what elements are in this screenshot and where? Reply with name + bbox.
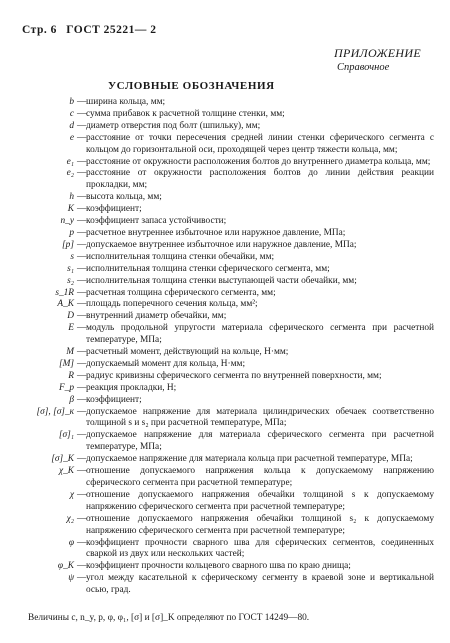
dash: — [77,216,87,227]
dash: — [77,454,87,465]
symbol-row [22,407,434,431]
symbol-definition: исполнительная толщина стенки обечайки, мм; [86,251,275,262]
symbol-row [22,299,434,311]
page-header [22,24,157,36]
dash: — [77,192,87,203]
dash: — [77,394,87,405]
dash: — [77,275,87,286]
symbol-definition: коэффициент; [86,394,142,405]
symbol: A_K [57,299,74,310]
dash: — [77,537,87,548]
standard-code: ГОСТ 25221— 2 [66,24,157,36]
symbol: [σ]_K [51,454,74,465]
symbol-definition: расчетная толщина сферического сегмента, мм; [86,287,276,298]
symbol: h [69,192,74,203]
symbol-row [22,359,434,371]
footer-note: Величины c, n_y, p, φ, φ₁, [σ] и [σ]_K определяют по ГОСТ 14249—80. [28,613,310,623]
symbol-definition: площадь поперечного сечения кольца, мм²; [86,299,258,310]
symbol-row [22,228,434,240]
symbol: [σ]₁ [58,430,74,441]
symbol-row [22,252,434,264]
symbol-row [22,383,434,395]
dash: — [77,573,87,584]
symbol-row [22,514,434,538]
symbol: χ [69,489,74,500]
symbol: [p] [62,239,74,250]
symbol: s₁ [67,263,74,274]
symbol: R [68,370,74,381]
dash: — [77,561,87,572]
symbol-row [22,347,434,359]
dash: — [77,382,87,393]
dash: — [77,323,87,334]
symbol-definition: коэффициент прочности сварного шва для сферических сегментов, соединенных сваркой из двух или нескольких частей; [86,537,434,560]
section-title: УСЛОВНЫЕ ОБОЗНАЧЕНИЯ [108,80,275,92]
symbol: e₁ [66,156,74,167]
symbol-definition: расчетный момент, действующий на кольце, Н·мм; [86,347,289,358]
symbol-row [22,240,434,252]
symbol-definition: отношение допускаемого напряжения обечайки толщиной s₂ к допускаемому напряжению сферического сегмента при расчетной температуре; [86,513,434,536]
symbol-row [22,288,434,300]
symbol: s [70,251,74,262]
symbol-row [22,192,434,204]
symbol: φ [68,537,74,548]
symbol-definition: коэффициент прочности кольцевого сварного шва по краю днища; [86,561,351,572]
dash: — [77,156,87,167]
symbol-row [22,395,434,407]
symbol: χ₂ [66,513,74,524]
symbol-definition: допускаемое внутреннее избыточное или наружное давление, МПа; [86,239,357,250]
dash: — [77,168,87,179]
symbol-definition: радиус кривизны сферического сегмента по внутренней поверхности, мм; [86,370,382,381]
symbol-row [22,109,434,121]
symbol: e [69,132,74,143]
symbol: d [69,120,74,131]
symbol-definition: модуль продольной упругости материала сферического сегмента при расчетной температуре, МПа; [86,323,434,346]
symbol-definition: расчетное внутреннее избыточное или наружное давление, МПа; [86,227,346,238]
symbol-definition: расстояние от точки пересечения средней линии стенки сферического сегмента с кольцом до горизонтальной оси, проходящей через центр тяжести кольца, мм; [86,132,434,155]
symbol-definition: ширина кольца, мм; [86,97,166,107]
symbol-definition: расстояние от окружности расположения болтов до внутреннего диаметра кольца, мм; [86,156,431,167]
symbol-row [22,276,434,288]
symbol-row [22,371,434,383]
symbol-definition: угол между касательной к сферическому сегменту в краевой зоне и вертикальной осью, град. [86,573,434,596]
symbol-definition: расстояние от окружности расположения болтов до линии действия реакции прокладки, мм; [86,168,434,191]
symbol: E [68,323,74,334]
symbol: s₂ [67,275,74,286]
page-number: Стр. 6 [22,24,57,36]
symbol-row [22,204,434,216]
symbol-row [22,157,434,169]
symbol-row [22,121,434,133]
symbol-row [22,323,434,347]
dash: — [77,430,87,441]
symbol-definition: коэффициент; [86,204,142,215]
dash: — [77,239,87,250]
dash: — [77,132,87,143]
symbol-definition: отношение допускаемого напряжения кольца к допускаемому напряжению сферического сегмента при расчетной температуре; [86,466,434,488]
symbol: b [69,97,74,107]
symbol: φ_K [57,561,74,572]
symbol: s_1R [55,287,74,298]
symbol-definition: диаметр отверстия под болт (шпильку), мм; [86,120,261,131]
symbol-row [22,454,434,466]
symbol-definition: исполнительная толщина стенки сферического сегмента, мм; [86,263,330,274]
dash: — [77,489,87,500]
dash: — [77,227,87,238]
symbol-definition: допускаемое напряжение для материала кольца при расчетной температуре, МПа; [86,454,413,465]
appendix-title: ПРИЛОЖЕНИЕ [334,46,421,60]
symbol-definition: отношение допускаемого напряжения обечайки толщиной s к допускаемому напряжению сферического сегмента при расчетной температуре; [86,489,434,512]
symbol-definition: сумма прибавок к расчетной толщине стенки, мм; [86,108,285,119]
symbol-row [22,538,434,562]
symbol-row [22,264,434,276]
dash: — [77,251,87,262]
symbol-row [22,133,434,157]
dash: — [77,347,87,358]
symbol: [M] [58,358,74,369]
symbol-row [22,97,434,109]
symbol-row [22,573,434,597]
symbols-list [22,97,434,597]
symbol-definition: исполнительная толщина стенки выступающей части обечайки, мм; [86,275,357,286]
dash: — [77,120,87,131]
symbol: D [67,311,74,322]
dash: — [77,204,87,215]
symbol: M [66,347,74,358]
symbol: p [69,227,74,238]
dash: — [77,108,87,119]
dash: — [77,311,87,322]
symbol: K [67,204,74,215]
dash: — [77,299,87,310]
symbol-row [22,216,434,228]
dash: — [77,263,87,274]
dash: — [77,287,87,298]
dash: — [77,97,87,107]
symbol: ψ [68,573,74,584]
dash: — [77,406,87,417]
symbol-definition: допускаемый момент для кольца, Н·мм; [86,358,246,369]
symbol: β [69,394,74,405]
symbol-row [22,466,434,490]
symbol: c [69,108,74,119]
symbol: n_y [60,216,74,227]
symbol-definition: высота кольца, мм; [86,192,162,203]
dash: — [77,513,87,524]
symbol: e₂ [66,168,74,179]
symbol-definition: реакция прокладки, Н; [86,382,177,393]
symbol-definition: коэффициент запаса устойчивости; [86,216,227,227]
dash: — [77,370,87,381]
symbol-row [22,430,434,454]
symbol-definition: допускаемое напряжение для материала цилиндрических обечаек соответственно толщиной s и s₂ при расчетной температуре, МПа; [86,406,434,429]
symbol-definition: внутренний диаметр обечайки, мм; [86,311,227,322]
dash: — [77,466,87,477]
symbol-definition: допускаемое напряжение для материала сферического сегмента при расчетной температуре, МПа; [86,430,434,453]
appendix-kind: Справочное [337,62,390,73]
symbol-row [22,490,434,514]
dash: — [77,358,87,369]
symbol-row [22,561,434,573]
symbol-row [22,168,434,192]
symbol: χ_K [58,466,74,477]
symbol: F_p [58,382,74,393]
symbol: [σ], [σ]_к [36,406,74,417]
symbol-row [22,311,434,323]
